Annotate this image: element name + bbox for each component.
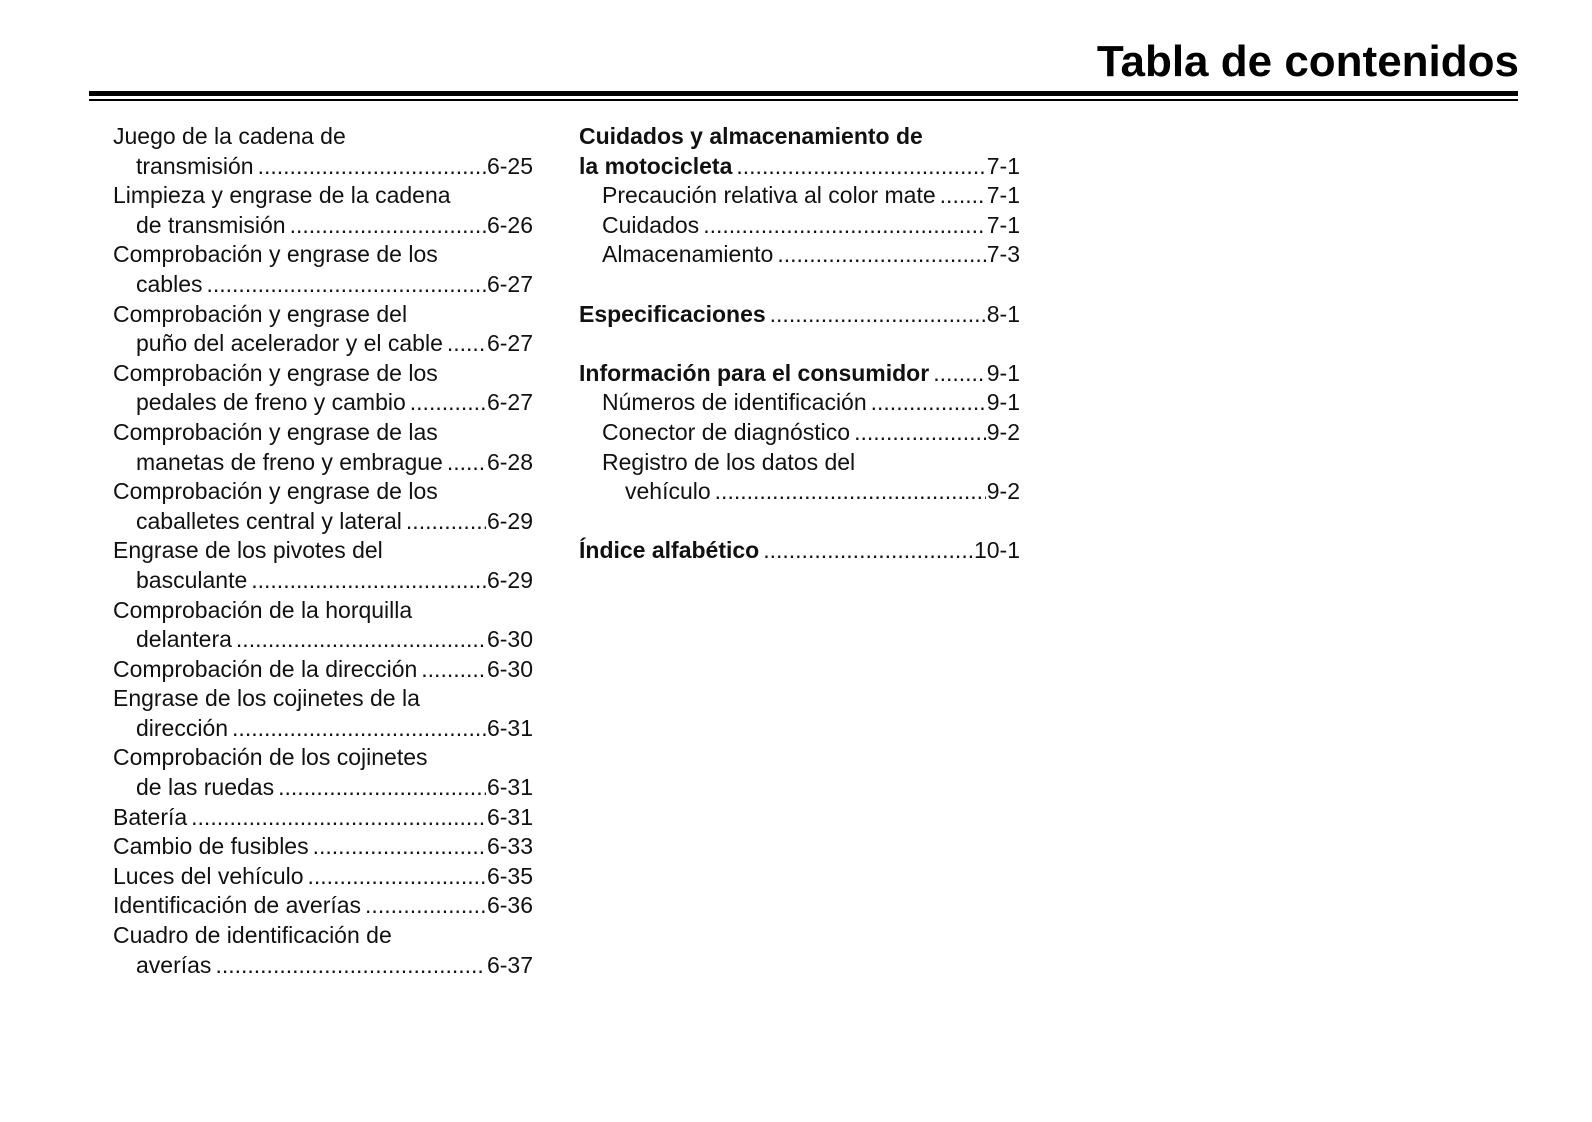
dot-leader xyxy=(871,388,986,418)
toc-entry[interactable] xyxy=(113,122,533,152)
toc-page-number: 6-37 xyxy=(486,951,533,978)
section-gap xyxy=(579,270,1020,300)
toc-page-number: 6-30 xyxy=(486,655,533,682)
toc-entry[interactable] xyxy=(579,388,1020,418)
dot-leader xyxy=(770,300,986,330)
toc-entry-label: Engrase de los cojinetes de la xyxy=(113,685,420,712)
toc-page-number: 10-1 xyxy=(973,537,1020,564)
toc-page-number: 6-33 xyxy=(486,833,533,860)
toc-entry[interactable] xyxy=(113,891,533,921)
toc-entry-cont[interactable] xyxy=(113,270,533,300)
toc-page-number: 9-2 xyxy=(986,478,1020,505)
toc-page-number: 6-27 xyxy=(486,330,533,357)
toc-heading-care-cont[interactable] xyxy=(579,152,1020,182)
toc-entry-label: puño del acelerador y el cable xyxy=(136,330,443,357)
toc-entry-cont[interactable] xyxy=(113,773,533,803)
toc-heading-specs[interactable] xyxy=(579,300,1020,330)
toc-heading-text: Información para el consumidor xyxy=(579,359,930,386)
dot-leader xyxy=(421,655,486,685)
toc-page-number: 7-1 xyxy=(986,182,1020,209)
toc-heading-consumer[interactable] xyxy=(579,359,1020,389)
toc-entry-label: manetas de freno y embrague xyxy=(136,448,443,475)
toc-entry-label: Cuadro de identificación de xyxy=(113,922,392,949)
dot-leader xyxy=(777,240,985,270)
toc-page-number: 6-29 xyxy=(486,507,533,534)
toc-entry[interactable] xyxy=(113,181,533,211)
toc-page-number: 6-30 xyxy=(486,626,533,653)
toc-heading-care[interactable] xyxy=(579,122,1020,152)
toc-entry-label: Registro de los datos del xyxy=(602,448,856,475)
toc-entry-label: pedales de freno y cambio xyxy=(136,389,406,416)
dot-leader xyxy=(447,448,486,478)
toc-heading-index[interactable] xyxy=(579,536,1020,566)
toc-entry-label: Identificación de averías xyxy=(113,892,362,919)
toc-entry[interactable] xyxy=(113,743,533,773)
toc-entry-cont[interactable] xyxy=(113,448,533,478)
toc-entry[interactable] xyxy=(113,596,533,626)
toc-page-number: 7-1 xyxy=(986,152,1020,179)
toc-right-column xyxy=(579,122,1020,566)
toc-page-number: 7-1 xyxy=(986,211,1020,238)
toc-entry[interactable] xyxy=(113,862,533,892)
section-gap xyxy=(579,329,1020,359)
toc-page-number: 6-35 xyxy=(486,862,533,889)
toc-page-number: 6-27 xyxy=(486,270,533,297)
toc-left-column xyxy=(113,122,533,980)
toc-entry-cont[interactable] xyxy=(113,714,533,744)
toc-entry-cont[interactable] xyxy=(113,625,533,655)
toc-entry-label: Comprobación y engrase del xyxy=(113,300,408,327)
toc-heading-text: Especificaciones xyxy=(579,300,766,327)
dot-leader xyxy=(365,891,486,921)
toc-entry[interactable] xyxy=(579,240,1020,270)
toc-page-number: 6-31 xyxy=(486,774,533,801)
title-rule-thick xyxy=(89,91,1518,96)
toc-entry[interactable] xyxy=(113,359,533,389)
dot-leader xyxy=(410,388,486,418)
toc-entry-label: Comprobación de la horquilla xyxy=(113,596,413,623)
toc-entry-label: Comprobación y engrase de los xyxy=(113,241,438,268)
dot-leader xyxy=(215,951,486,981)
toc-entry-label: Limpieza y engrase de la cadena xyxy=(113,182,451,209)
toc-entry-cont[interactable] xyxy=(113,329,533,359)
toc-entry-cont[interactable] xyxy=(113,211,533,241)
toc-heading-text: la motocicleta xyxy=(579,152,733,179)
toc-entry-label: Comprobación de los cojinetes xyxy=(113,744,428,771)
toc-entry-label: Almacenamiento xyxy=(602,241,774,268)
toc-entry-cont[interactable] xyxy=(113,566,533,596)
toc-page-number: 6-31 xyxy=(486,714,533,741)
toc-entry-label: Comprobación y engrase de los xyxy=(113,478,438,505)
toc-page-number: 6-28 xyxy=(486,448,533,475)
dot-leader xyxy=(313,832,486,862)
toc-entry-label: cables xyxy=(136,270,203,297)
dot-leader xyxy=(206,270,485,300)
dot-leader xyxy=(251,566,486,596)
toc-entry-label: Precaución relativa al color mate xyxy=(602,182,936,209)
toc-page-number: 6-36 xyxy=(486,892,533,919)
toc-entry-label: delantera xyxy=(136,626,232,653)
toc-page-number: 9-2 xyxy=(986,418,1020,445)
toc-entry[interactable] xyxy=(113,418,533,448)
dot-leader xyxy=(232,714,486,744)
toc-entry-label: Engrase de los pivotes del xyxy=(113,537,383,564)
toc-entry-label: Luces del vehículo xyxy=(113,862,304,889)
toc-entry-label: de las ruedas xyxy=(136,774,275,801)
dot-leader xyxy=(290,211,486,241)
toc-entry[interactable] xyxy=(579,448,1020,478)
dot-leader xyxy=(278,773,486,803)
toc-entry-cont[interactable] xyxy=(113,507,533,537)
toc-page-number: 6-26 xyxy=(486,211,533,238)
toc-entry-label: caballetes central y lateral xyxy=(136,507,402,534)
toc-entry-label: de transmisión xyxy=(136,211,286,238)
toc-entry[interactable] xyxy=(579,181,1020,211)
toc-entry-cont[interactable] xyxy=(113,152,533,182)
toc-page-number: 7-3 xyxy=(986,241,1020,268)
toc-entry-label: Juego de la cadena de xyxy=(113,123,346,149)
toc-entry[interactable] xyxy=(113,684,533,714)
dot-leader xyxy=(308,862,486,892)
toc-entry[interactable] xyxy=(113,536,533,566)
dot-leader xyxy=(447,329,486,359)
toc-entry[interactable] xyxy=(579,418,1020,448)
toc-entry[interactable] xyxy=(579,211,1020,241)
toc-page-number: 9-1 xyxy=(986,359,1020,386)
toc-entry-label: Comprobación y engrase de las xyxy=(113,418,438,445)
toc-page-number: 6-25 xyxy=(486,152,533,179)
toc-entry[interactable] xyxy=(113,803,533,833)
toc-entry[interactable] xyxy=(113,655,533,685)
toc-entry-label: Cuidados xyxy=(602,211,700,238)
page-title: Tabla de contenidos xyxy=(1096,37,1519,86)
toc-heading-text: Cuidados y almacenamiento de xyxy=(579,123,923,149)
toc-page-number: 9-1 xyxy=(986,389,1020,416)
toc-entry[interactable] xyxy=(113,240,533,270)
dot-leader xyxy=(258,152,486,182)
toc-entry[interactable] xyxy=(113,832,533,862)
toc-entry-label: vehículo xyxy=(625,478,711,505)
toc-page-number: 6-31 xyxy=(486,803,533,830)
toc-page-number: 6-29 xyxy=(486,566,533,593)
toc-entry[interactable] xyxy=(113,921,533,951)
toc-entry-label: averías xyxy=(136,951,212,978)
dot-leader xyxy=(191,803,486,833)
dot-leader xyxy=(763,536,973,566)
toc-entry-label: Comprobación y engrase de los xyxy=(113,359,438,386)
title-rule-thin xyxy=(89,99,1518,101)
toc-entry-label: transmisión xyxy=(136,152,254,179)
toc-entry-cont[interactable] xyxy=(113,951,533,981)
toc-entry-label: Cambio de fusibles xyxy=(113,833,309,860)
toc-entry-label: Comprobación de la dirección xyxy=(113,655,418,682)
dot-leader xyxy=(940,181,986,211)
dot-leader xyxy=(703,211,986,241)
dot-leader xyxy=(715,477,986,507)
toc-entry-cont[interactable] xyxy=(579,477,1020,507)
toc-entry[interactable] xyxy=(113,477,533,507)
toc-page-number: 6-27 xyxy=(486,389,533,416)
toc-entry-cont[interactable] xyxy=(113,388,533,418)
toc-entry-label: Conector de diagnóstico xyxy=(602,418,851,445)
section-gap xyxy=(579,507,1020,537)
toc-heading-text: Índice alfabético xyxy=(579,537,760,564)
dot-leader xyxy=(406,507,486,537)
toc-entry-label: basculante xyxy=(136,566,248,593)
toc-entry-label: Números de identificación xyxy=(602,389,867,416)
toc-entry-label: dirección xyxy=(136,714,229,741)
dot-leader xyxy=(236,625,486,655)
toc-entry-label: Batería xyxy=(113,803,188,830)
dot-leader xyxy=(933,359,986,389)
dot-leader xyxy=(736,152,985,182)
toc-entry[interactable] xyxy=(113,300,533,330)
toc-page-number: 8-1 xyxy=(986,300,1020,327)
dot-leader xyxy=(854,418,986,448)
